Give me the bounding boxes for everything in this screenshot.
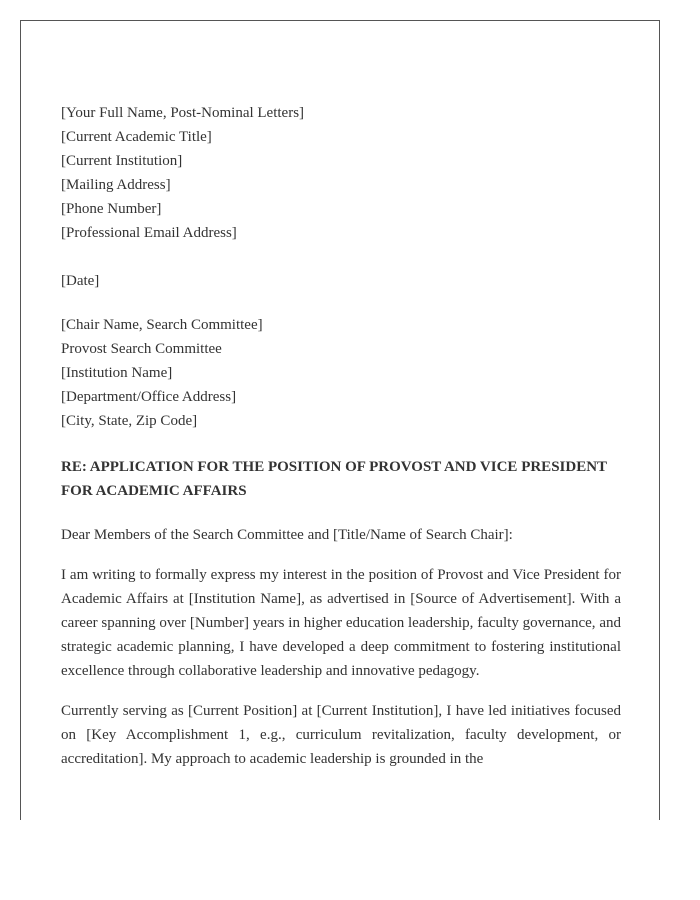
recipient-chair-name: [Chair Name, Search Committee] bbox=[61, 317, 263, 333]
sender-academic-title: [Current Academic Title] bbox=[61, 129, 212, 145]
body-paragraph-1: I am writing to formally express my interest in the position of Provost and Vice President for Academic Affairs at [Institution Name], as advertised in [Source of Advertisement]. With a career spanning over [Number] years in higher education leadership, faculty governance, and strategic academic planning, I have developed a deep commitment to fostering institutional excellence through collaborative leadership and innovative pedagogy. bbox=[61, 567, 621, 679]
recipient-city-state-zip: [City, State, Zip Code] bbox=[61, 413, 198, 429]
sender-full-name: [Your Full Name, Post-Nominal Letters] bbox=[61, 105, 305, 121]
recipient-department: [Department/Office Address] bbox=[61, 389, 237, 405]
letter-date: [Date] bbox=[61, 273, 100, 289]
recipient-block bbox=[61, 313, 621, 433]
subject-line: RE: APPLICATION FOR THE POSITION OF PROVOST AND VICE PRESIDENT FOR ACADEMIC AFFAIRS bbox=[61, 459, 607, 499]
recipient-committee: Provost Search Committee bbox=[61, 341, 222, 357]
letter-content bbox=[61, 101, 621, 771]
sender-block bbox=[61, 101, 621, 245]
salutation: Dear Members of the Search Committee and [Title/Name of Search Chair]: bbox=[61, 527, 513, 543]
sender-phone: [Phone Number] bbox=[61, 201, 162, 217]
sender-email: [Professional Email Address] bbox=[61, 225, 237, 241]
sender-mailing-address: [Mailing Address] bbox=[61, 177, 171, 193]
letter-page bbox=[20, 20, 660, 820]
body-paragraph-2: Currently serving as [Current Position] at [Current Institution], I have led initiatives focused on [Key Accomplishment 1, e.g., curriculum revitalization, faculty development, or accreditation]. My approach to academic leadership is grounded in the bbox=[61, 703, 621, 767]
recipient-institution: [Institution Name] bbox=[61, 365, 173, 381]
sender-institution: [Current Institution] bbox=[61, 153, 183, 169]
